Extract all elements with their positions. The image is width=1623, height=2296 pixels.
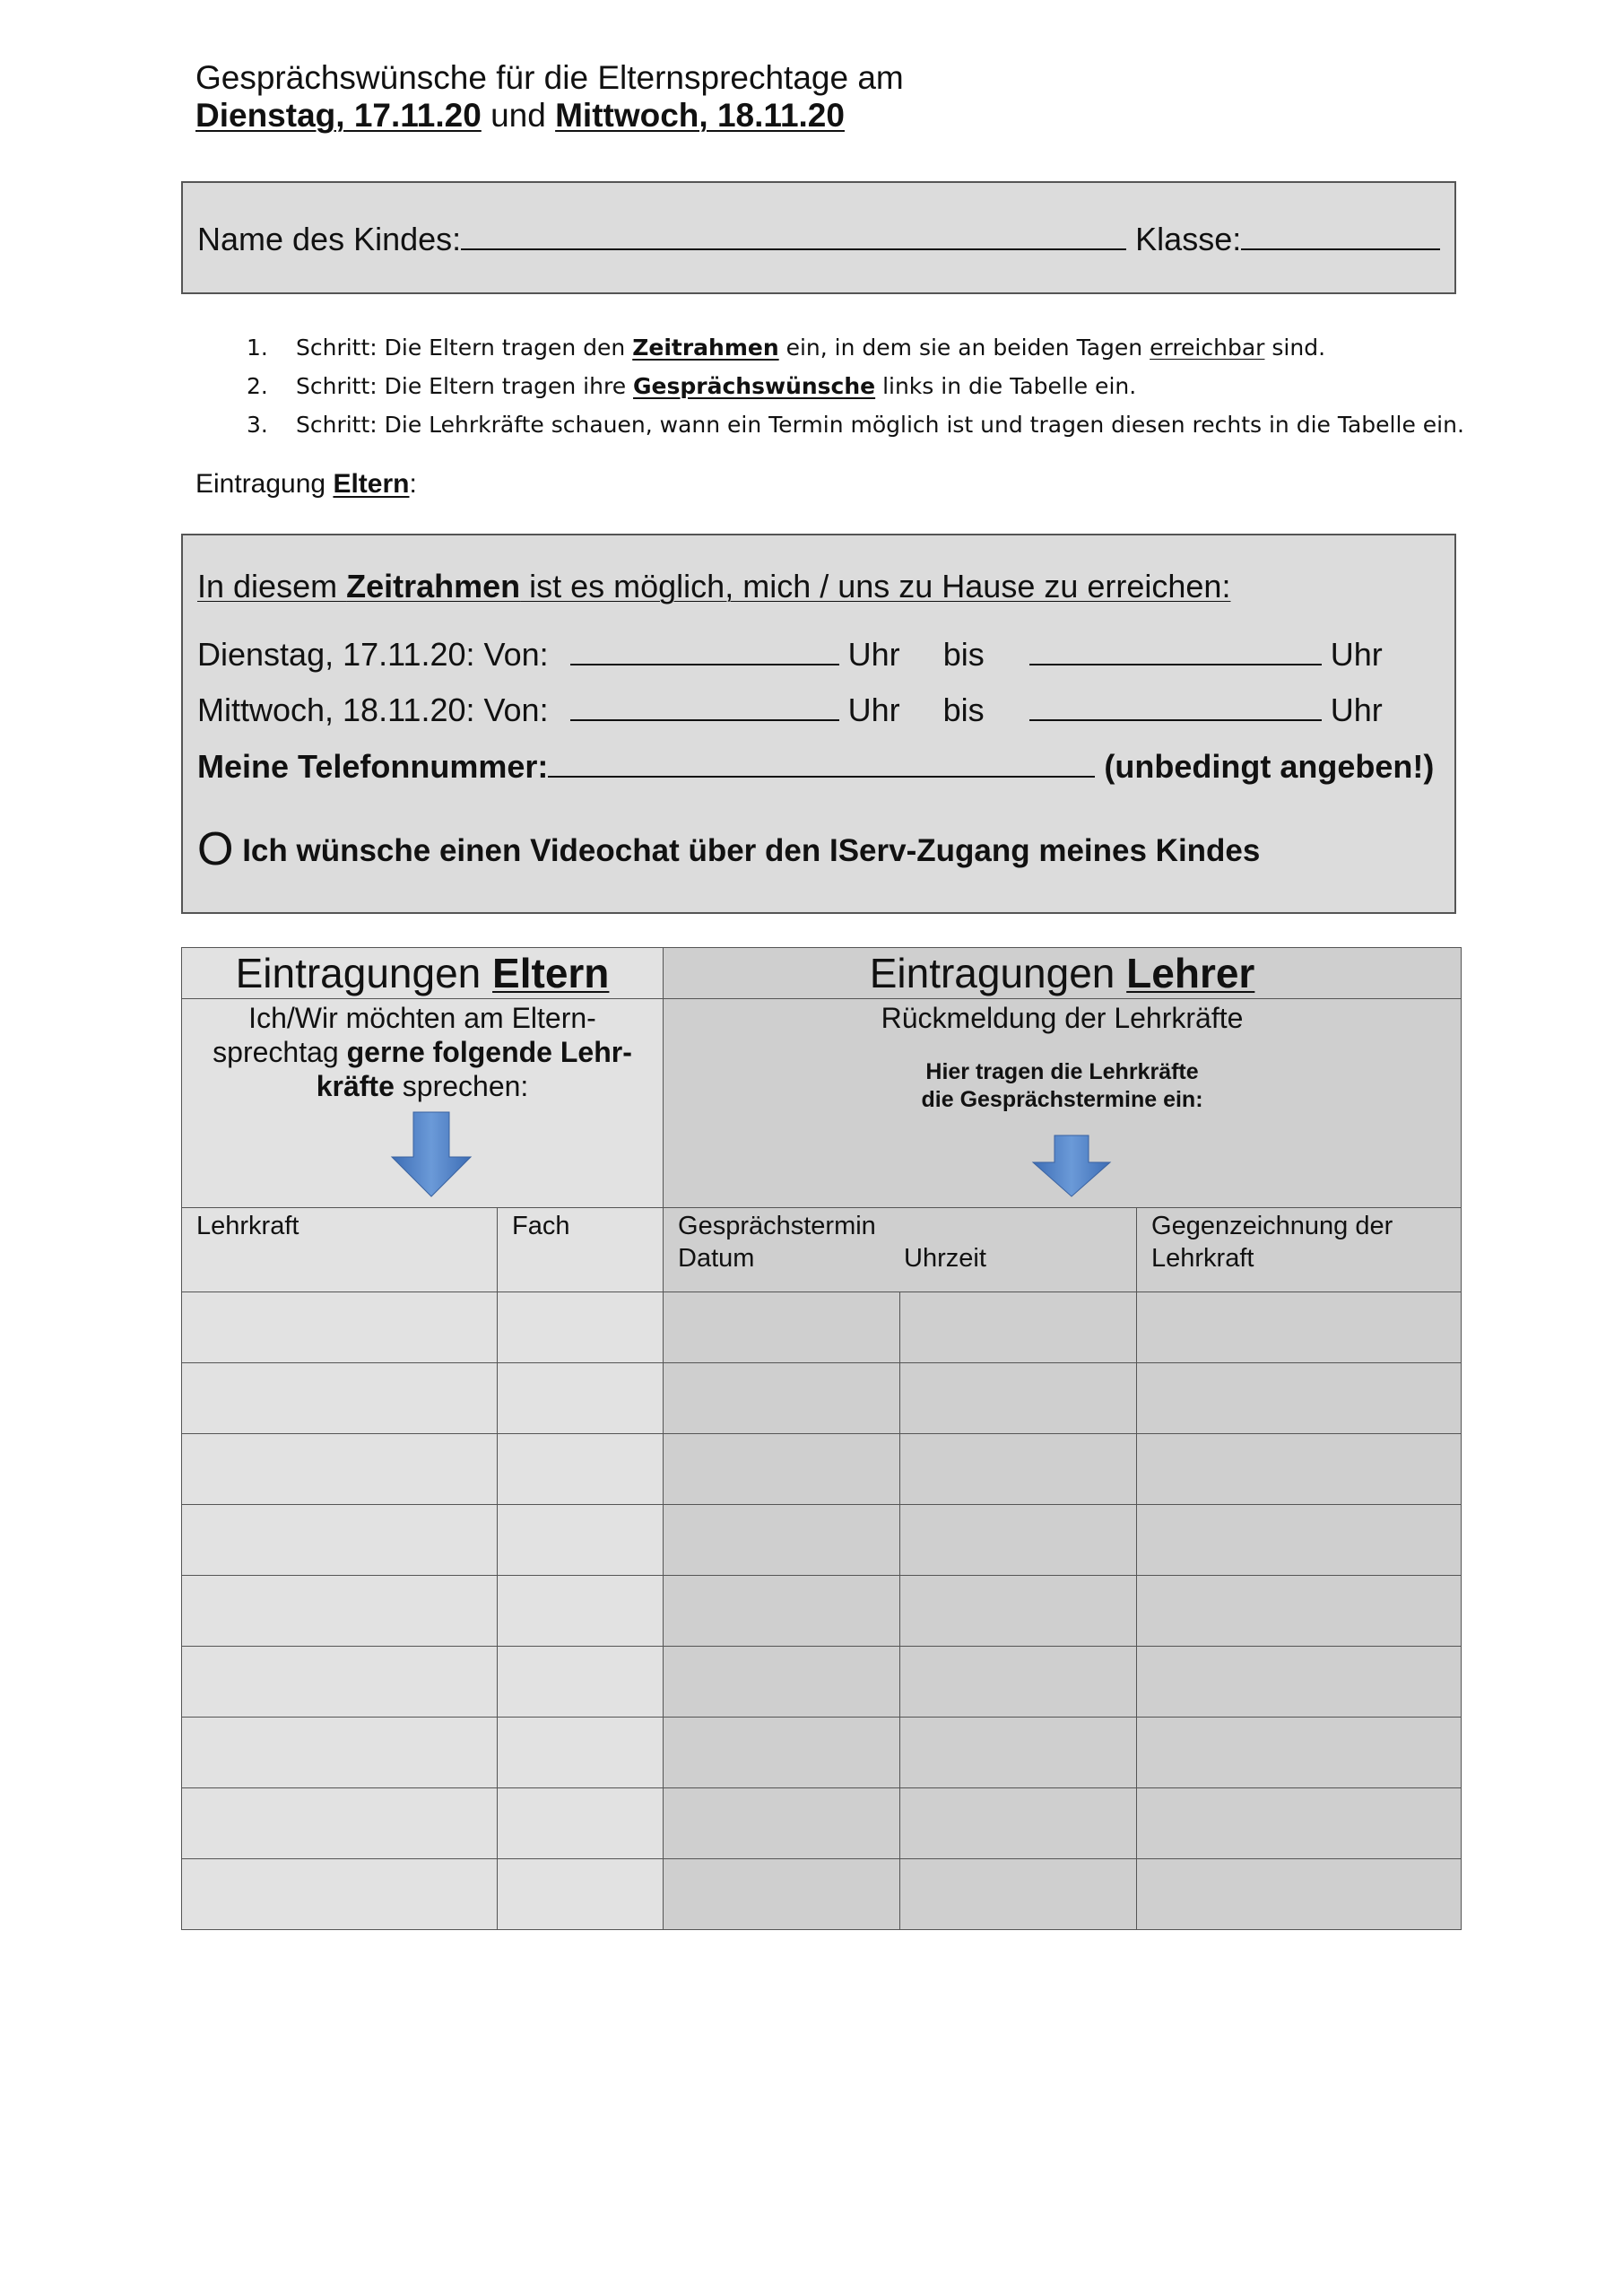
parents-instruction-line xyxy=(182,1069,663,1103)
cell-date[interactable] xyxy=(664,1647,900,1718)
cell-time[interactable] xyxy=(900,1292,1137,1363)
teachers-note-line: die Gesprächstermine ein: xyxy=(921,1087,1203,1112)
bis-label: bis xyxy=(942,691,985,728)
timeframe-heading-bold: Zeitrahmen xyxy=(346,568,521,604)
parents-instruction-line: Ich/Wir möchten am Eltern- xyxy=(248,1002,596,1034)
child-name-field[interactable] xyxy=(461,223,1126,250)
step-2 xyxy=(247,367,1464,405)
table-row xyxy=(182,1859,1462,1930)
parents-instruction-line xyxy=(182,1035,663,1069)
arrow-down-icon xyxy=(390,1110,473,1200)
instruction-text: sprechen: xyxy=(394,1070,529,1102)
cell-teacher[interactable] xyxy=(182,1505,498,1576)
col-header-text: Fach xyxy=(512,1212,570,1240)
instruction-text: sprechtag xyxy=(213,1036,347,1068)
to-time-field[interactable] xyxy=(1029,637,1322,665)
child-name-label: Name des Kindes: xyxy=(197,221,462,257)
arrow-down-icon xyxy=(1031,1134,1112,1198)
title-und: und xyxy=(481,97,556,134)
parents-header-pre: Eintragungen xyxy=(235,950,493,996)
teachers-header xyxy=(664,948,1462,999)
step-number: 1. xyxy=(247,335,268,361)
col-header-text: Lehrkraft xyxy=(196,1212,299,1240)
table-row xyxy=(182,1505,1462,1576)
col-header-text: Gesprächstermin xyxy=(678,1212,876,1240)
step-text: links in die Tabelle ein. xyxy=(875,373,1137,399)
timeframe-heading-post: ist es möglich, mich / uns zu Hause zu erreichen: xyxy=(520,568,1231,604)
phone-row xyxy=(197,748,1434,786)
step-1 xyxy=(247,328,1464,367)
cell-date[interactable] xyxy=(664,1788,900,1859)
cell-countersign[interactable] xyxy=(1137,1505,1462,1576)
table-body xyxy=(182,1292,1462,1930)
date-wednesday: Mittwoch, 18.11.20 xyxy=(555,97,845,134)
phone-field[interactable] xyxy=(548,749,1095,778)
col-header-text: Lehrkraft xyxy=(1151,1244,1254,1273)
class-label: Klasse: xyxy=(1135,221,1242,257)
parents-entry-label xyxy=(195,469,417,500)
phone-label: Meine Telefonnummer: xyxy=(197,748,549,785)
cell-subject[interactable] xyxy=(498,1718,664,1788)
page-title: Gesprächswünsche für die Elternsprechtage am xyxy=(195,59,904,96)
to-time-field[interactable] xyxy=(1029,692,1322,721)
col-header-countersign xyxy=(1137,1208,1462,1292)
parents-header xyxy=(182,948,664,999)
teachers-header-bold: Lehrer xyxy=(1126,950,1255,996)
appointment-table xyxy=(181,947,1462,1930)
bis-label: bis xyxy=(942,636,985,673)
teachers-feedback-label: Rückmeldung der Lehrkräfte xyxy=(881,1002,1244,1034)
teachers-note-line: Hier tragen die Lehrkräfte xyxy=(925,1059,1199,1084)
cell-time[interactable] xyxy=(900,1788,1137,1859)
cell-subject[interactable] xyxy=(498,1434,664,1505)
cell-countersign[interactable] xyxy=(1137,1647,1462,1718)
cell-countersign[interactable] xyxy=(1137,1363,1462,1434)
table-row xyxy=(182,1576,1462,1647)
from-time-field[interactable] xyxy=(570,637,839,665)
table-row xyxy=(182,1718,1462,1788)
timeframe-heading-pre: In diesem xyxy=(197,568,347,604)
cell-countersign[interactable] xyxy=(1137,1292,1462,1363)
cell-date[interactable] xyxy=(664,1363,900,1434)
cell-countersign[interactable] xyxy=(1137,1788,1462,1859)
col-header-subject xyxy=(498,1208,664,1292)
cell-time[interactable] xyxy=(900,1576,1137,1647)
cell-time[interactable] xyxy=(900,1859,1137,1930)
entry-label-colon: : xyxy=(409,469,417,499)
timeframe-heading xyxy=(197,568,1230,605)
cell-countersign[interactable] xyxy=(1137,1434,1462,1505)
cell-time[interactable] xyxy=(900,1434,1137,1505)
teachers-instruction-cell xyxy=(664,999,1462,1208)
cell-time[interactable] xyxy=(900,1505,1137,1576)
uhr-label: Uhr xyxy=(1330,636,1383,673)
parents-instruction-cell xyxy=(182,999,664,1208)
step-text: ein, in dem sie an beiden Tagen xyxy=(778,335,1150,361)
step-number: 2. xyxy=(247,373,268,399)
timeframe-row-tuesday xyxy=(197,636,1383,674)
cell-teacher[interactable] xyxy=(182,1576,498,1647)
day-label: Mittwoch, 18.11.20: Von: xyxy=(197,691,549,728)
table-row xyxy=(182,1788,1462,1859)
cell-subject[interactable] xyxy=(498,1859,664,1930)
col-header-text: Gegenzeichnung der xyxy=(1151,1212,1393,1240)
cell-subject[interactable] xyxy=(498,1363,664,1434)
entry-label-bold: Eltern xyxy=(333,469,410,499)
col-header-date: Datum xyxy=(678,1244,755,1273)
step-keyword: Zeitrahmen xyxy=(632,335,779,361)
cell-subject[interactable] xyxy=(498,1292,664,1363)
class-field[interactable] xyxy=(1241,223,1440,250)
cell-date[interactable] xyxy=(664,1434,900,1505)
col-header-time: Uhrzeit xyxy=(904,1244,986,1273)
cell-countersign[interactable] xyxy=(1137,1718,1462,1788)
timeframe-box xyxy=(181,534,1456,914)
page-subtitle-dates xyxy=(195,97,845,135)
videochat-row xyxy=(197,822,1260,876)
cell-subject[interactable] xyxy=(498,1788,664,1859)
from-time-field[interactable] xyxy=(570,692,839,721)
table-row xyxy=(182,1434,1462,1505)
table-row xyxy=(182,1292,1462,1363)
step-text: sind. xyxy=(1264,335,1326,361)
videochat-label: Ich wünsche einen Videochat über den IServ-Zugang meines Kindes xyxy=(242,833,1261,868)
col-header-appointment xyxy=(664,1208,1137,1292)
cell-teacher[interactable] xyxy=(182,1647,498,1718)
cell-date[interactable] xyxy=(664,1859,900,1930)
entry-label-text: Eintragung xyxy=(195,469,334,499)
step-underlined: erreichbar xyxy=(1150,335,1265,361)
cell-subject[interactable] xyxy=(498,1576,664,1647)
cell-teacher[interactable] xyxy=(182,1363,498,1434)
table-row xyxy=(182,1647,1462,1718)
cell-teacher[interactable] xyxy=(182,1718,498,1788)
cell-date[interactable] xyxy=(664,1576,900,1647)
cell-date[interactable] xyxy=(664,1292,900,1363)
day-label: Dienstag, 17.11.20: Von: xyxy=(197,636,549,673)
step-keyword: Gesprächswünsche xyxy=(633,373,876,399)
cell-time[interactable] xyxy=(900,1718,1137,1788)
cell-date[interactable] xyxy=(664,1505,900,1576)
videochat-checkbox[interactable]: O xyxy=(197,823,234,875)
parents-header-bold: Eltern xyxy=(492,950,610,996)
uhr-label: Uhr xyxy=(847,636,900,673)
uhr-label: Uhr xyxy=(1330,691,1383,728)
instruction-bold: kräfte xyxy=(316,1070,395,1102)
instruction-steps xyxy=(247,328,1464,444)
child-name-box xyxy=(181,181,1456,294)
uhr-label: Uhr xyxy=(847,691,900,728)
teachers-header-pre: Eintragungen xyxy=(869,950,1127,996)
cell-subject[interactable] xyxy=(498,1647,664,1718)
cell-subject[interactable] xyxy=(498,1505,664,1576)
cell-teacher[interactable] xyxy=(182,1788,498,1859)
date-tuesday: Dienstag, 17.11.20 xyxy=(195,97,482,134)
step-3 xyxy=(247,405,1464,444)
cell-time[interactable] xyxy=(900,1647,1137,1718)
step-text: Schritt: Die Eltern tragen den xyxy=(296,335,633,361)
cell-teacher[interactable] xyxy=(182,1859,498,1930)
step-number: 3. xyxy=(247,412,268,438)
cell-countersign[interactable] xyxy=(1137,1576,1462,1647)
cell-teacher[interactable] xyxy=(182,1292,498,1363)
cell-date[interactable] xyxy=(664,1718,900,1788)
table-row xyxy=(182,1363,1462,1434)
instruction-bold: gerne folgende Lehr- xyxy=(346,1036,632,1068)
cell-teacher[interactable] xyxy=(182,1434,498,1505)
cell-time[interactable] xyxy=(900,1363,1137,1434)
cell-countersign[interactable] xyxy=(1137,1859,1462,1930)
col-header-teacher xyxy=(182,1208,498,1292)
step-text: Schritt: Die Lehrkräfte schauen, wann ein Termin möglich ist und tragen diesen rechts in die Tabelle ein. xyxy=(296,412,1464,438)
timeframe-row-wednesday xyxy=(197,691,1383,729)
step-text: Schritt: Die Eltern tragen ihre xyxy=(296,373,634,399)
phone-note: (unbedingt angeben!) xyxy=(1104,748,1435,785)
